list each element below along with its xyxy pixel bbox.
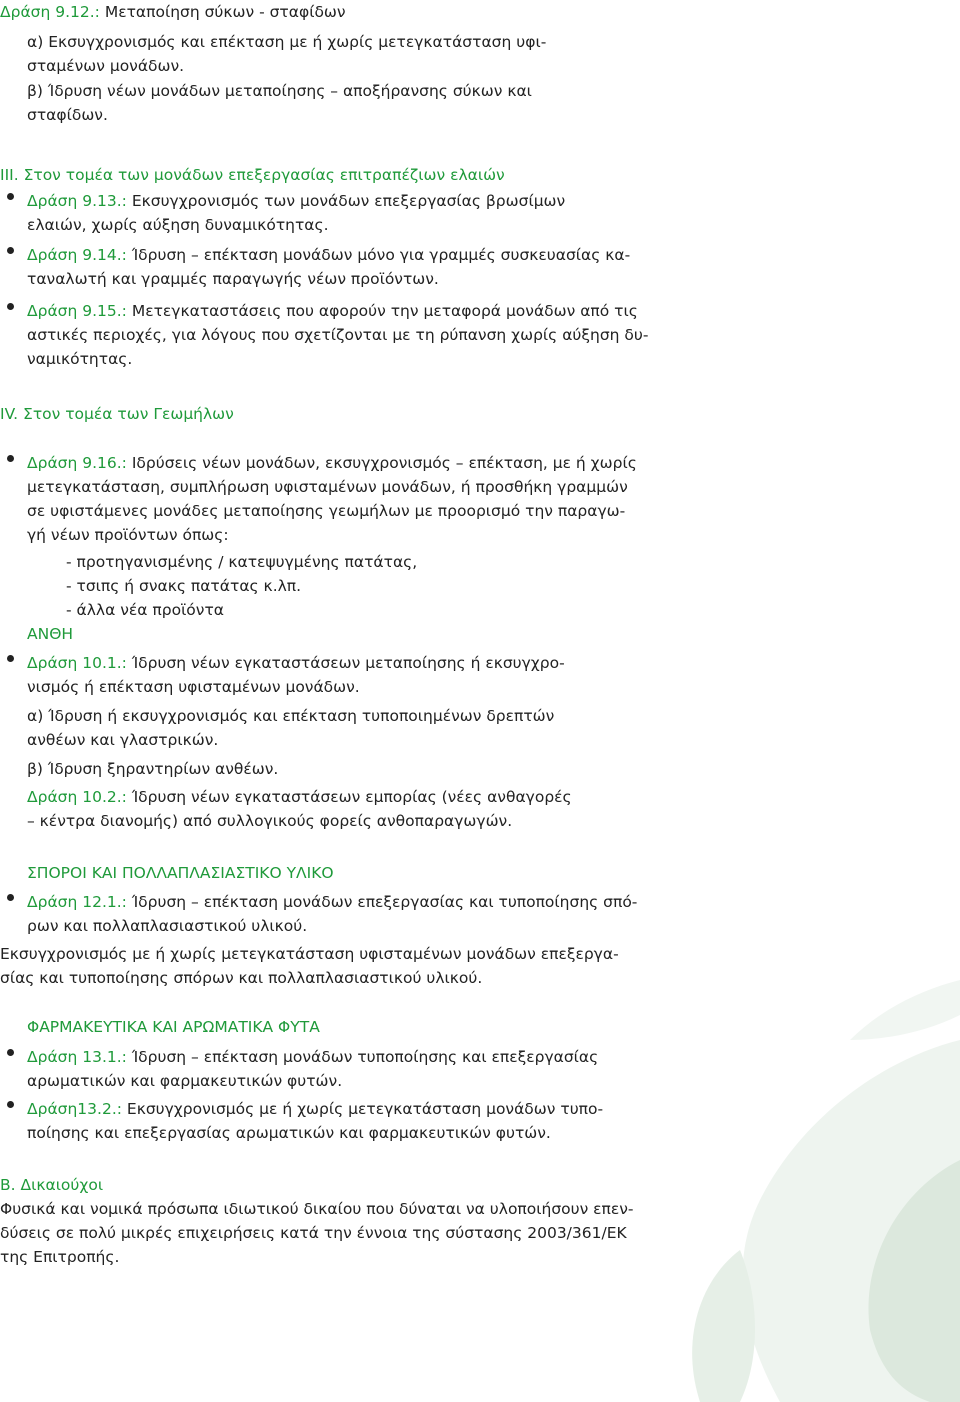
- spori-paragraph-line: σίας και τυποποίησης σπόρων και πολλαπλασιαστικού υλικού.: [0, 969, 483, 987]
- action-12-1: Δράση 12.1.: Ίδρυση – επέκταση μονάδων επεξεργασίας και τυποποίησης σπό-: [27, 893, 638, 911]
- bullet-icon: [7, 894, 14, 901]
- action-13-2-cont: ποίησης και επεξεργασίας αρωματικών και φαρμακευτικών φυτών.: [27, 1124, 551, 1142]
- action-9-15-cont-1: αστικές περιοχές, για λόγους που σχετίζονται με τη ρύπανση χωρίς αύξηση δυ-: [27, 326, 649, 344]
- action-13-1: Δράση 13.1.: Ίδρυση – επέκταση μονάδων τυποποίησης και επεξεργασίας: [27, 1048, 599, 1066]
- action-10-1-item-b: β) Ίδρυση ξηραντηρίων ανθέων.: [27, 760, 279, 778]
- section-iii-heading: III. Στον τομέα των μονάδων επεξεργασίας επιτραπέζιων ελαιών: [0, 166, 505, 184]
- action-9-12-item-a-cont: σταμένων μονάδων.: [27, 57, 185, 75]
- leaf-shape-top: [850, 980, 960, 1040]
- action-13-2: Δράση13.2.: Εκσυγχρονισμός με ή χωρίς μετεγκατάσταση μονάδων τυπο-: [27, 1100, 604, 1118]
- bullet-icon: [7, 247, 14, 254]
- action-9-13: Δράση 9.13.: Εκσυγχρονισμός των μονάδων επεξεργασίας βρωσίμων: [27, 192, 566, 210]
- action-10-1-item-a: α) Ίδρυση ή εκσυγχρονισμός και επέκταση τυποποιημένων δρεπτών: [27, 707, 555, 725]
- action-10-1-item-a-cont: ανθέων και γλαστρικών.: [27, 731, 219, 749]
- bullet-icon: [7, 303, 14, 310]
- bullet-icon: [7, 1101, 14, 1108]
- beneficiaries-paragraph-line: Φυσικά και νομικά πρόσωπα ιδιωτικού δικαίου που δύναται να υλοποιήσουν επεν-: [0, 1200, 634, 1218]
- action-9-12-item-a: α) Εκσυγχρονισμός και επέκταση με ή χωρίς μετεγκατάσταση υφι-: [27, 33, 547, 51]
- action-9-14-cont: ταναλωτή και γραμμές παραγωγής νέων προϊόντων.: [27, 270, 439, 288]
- action-9-14: Δράση 9.14.: Ίδρυση – επέκταση μονάδων μόνο για γραμμές συσκευασίας κα-: [27, 246, 631, 264]
- action-9-15: Δράση 9.15.: Μετεγκαταστάσεις που αφορούν την μεταφορά μονάδων από τις: [27, 302, 638, 320]
- farm-heading: ΦΑΡΜΑΚΕΥΤΙΚΑ ΚΑΙ ΑΡΩΜΑΤΙΚΑ ΦΥΤΑ: [27, 1018, 320, 1036]
- action-9-16-cont-3: γή νέων προϊόντων όπως:: [27, 526, 229, 544]
- bullet-icon: [7, 455, 14, 462]
- beneficiaries-heading: Β. Δικαιούχοι: [0, 1176, 104, 1194]
- action-9-15-cont-2: ναμικότητας.: [27, 350, 133, 368]
- beneficiaries-paragraph-line: δύσεις σε πολύ μικρές επιχειρήσεις κατά την έννοια της σύστασης 2003/361/ΕΚ: [0, 1224, 627, 1242]
- action-12-1-cont: ρων και πολλαπλασιαστικού υλικού.: [27, 917, 308, 935]
- action-9-16-cont-1: μετεγκατάσταση, συμπλήρωση υφισταμένων μονάδων, ή προσθήκη γραμμών: [27, 478, 628, 496]
- action-9-16-cont-2: σε υφιστάμενες μονάδες μεταποίησης γεωμήλων με προορισμό την παραγω-: [27, 502, 626, 520]
- product-list-item: - άλλα νέα προϊόντα: [66, 601, 224, 619]
- section-iv-heading: IV. Στον τομέα των Γεωμήλων: [0, 405, 234, 423]
- bullet-icon: [7, 1049, 14, 1056]
- beneficiaries-paragraph-line: της Επιτροπής.: [0, 1248, 120, 1266]
- action-13-1-cont: αρωματικών και φαρμακευτικών φυτών.: [27, 1072, 343, 1090]
- action-10-1: Δράση 10.1.: Ίδρυση νέων εγκαταστάσεων μεταποίησης ή εκσυγχρο-: [27, 654, 565, 672]
- bullet-icon: [7, 655, 14, 662]
- product-list-item: - τσιπς ή σνακς πατάτας κ.λπ.: [66, 577, 302, 595]
- action-10-2-cont: – κέντρα διανομής) από συλλογικούς φορείς ανθοπαραγωγών.: [27, 812, 513, 830]
- action-10-2: Δράση 10.2.: Ίδρυση νέων εγκαταστάσεων εμπορίας (νέες ανθαγορές: [27, 788, 572, 806]
- product-list-item: - προτηγανισμένης / κατεψυγμένης πατάτας,: [66, 553, 418, 571]
- spori-heading: ΣΠΟΡΟΙ ΚΑΙ ΠΟΛΛΑΠΛΑΣΙΑΣΤΙΚΟ ΥΛΙΚΟ: [27, 864, 334, 882]
- leaf-shape-left: [692, 1250, 755, 1402]
- action-10-1-cont: νισμός ή επέκταση υφισταμένων μονάδων.: [27, 678, 360, 696]
- action-9-12-item-b: β) Ίδρυση νέων μονάδων μεταποίησης – αποξήρανσης σύκων και: [27, 82, 532, 100]
- action-9-12-item-b-cont: σταφίδων.: [27, 106, 108, 124]
- action-9-13-cont: ελαιών, χωρίς αύξηση δυναμικότητας.: [27, 216, 329, 234]
- action-label: Δράση 9.12.:: [0, 3, 100, 21]
- bullet-icon: [7, 193, 14, 200]
- action-9-16: Δράση 9.16.: Ιδρύσεις νέων μονάδων, εκσυγχρονισμός – επέκταση, με ή χωρίς: [27, 454, 637, 472]
- action-9-12-heading: Δράση 9.12.: Μεταποίηση σύκων - σταφίδων: [0, 3, 346, 21]
- spori-paragraph-line: Εκσυγχρονισμός με ή χωρίς μετεγκατάσταση υφισταμένων μονάδων επεξεργα-: [0, 945, 619, 963]
- anthi-heading: ΑΝΘΗ: [27, 625, 74, 643]
